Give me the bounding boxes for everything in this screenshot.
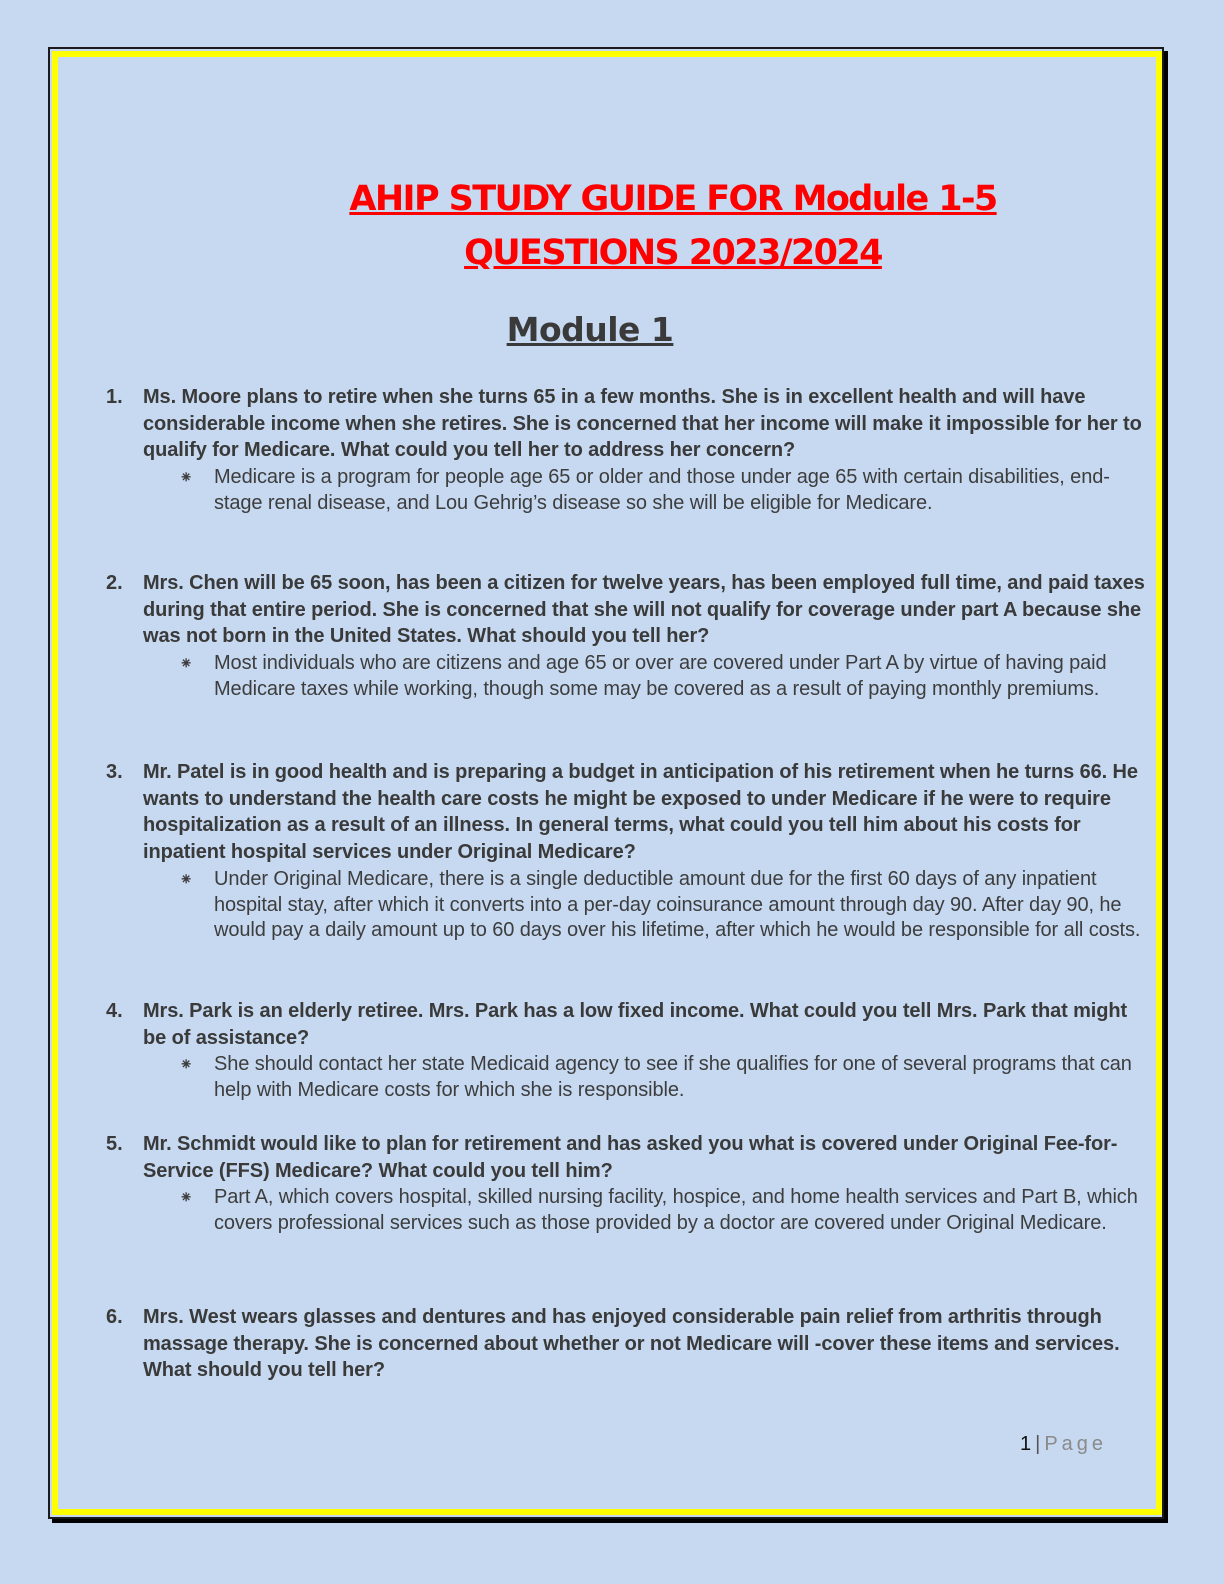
asterisk-bullet-icon: ⁕ <box>179 1055 194 1075</box>
question-item <box>106 1131 1146 1237</box>
answer-item <box>179 651 1146 703</box>
asterisk-bullet-icon: ⁕ <box>179 654 194 674</box>
page-label: Page <box>1044 1433 1108 1455</box>
question-item <box>106 570 1146 703</box>
page-number: 1 <box>1020 1433 1032 1455</box>
question-number: 2. <box>106 572 123 594</box>
answer-item <box>179 465 1146 517</box>
page-header-mark <box>590 0 634 1</box>
answer-text: Part A, which covers hospital, skilled nursing facility, hospice, and home health services and Part B, which covers professional services such as those provided by a doctor are covered under Original Medicare. <box>214 1186 1138 1235</box>
question-text: Mrs. Chen will be 65 soon, has been a citizen for twelve years, has been employed full time, and paid taxes during that entire period. She is concerned that she will not qualify for coverage under part A because she was not born in the United States. What should you tell her? <box>143 572 1145 648</box>
question-number: 5. <box>106 1133 123 1155</box>
title-line-2: QUESTIONS 2023/2024 <box>464 233 882 273</box>
asterisk-bullet-icon: ⁕ <box>179 468 194 488</box>
footer-separator: | <box>1035 1433 1041 1455</box>
answer-item <box>179 867 1146 944</box>
question-text: Mr. Patel is in good health and is preparing a budget in anticipation of his retirement when he turns 66. He wants to understand the health care costs he might be exposed to under Medicare if he were to require hospitalization as a result of an illness. In general terms, what could you tell him about his costs for inpatient hospital services under Original Medicare? <box>143 761 1138 864</box>
answer-text: Medicare is a program for people age 65 or older and those under age 65 with certain disabilities, end-stage renal disease, and Lou Gehrig’s disease so she will be eligible for Medicare. <box>214 466 1110 514</box>
title-line-1: AHIP STUDY GUIDE FOR Module 1-5 <box>349 179 997 219</box>
question-item <box>106 1304 1146 1384</box>
document-title <box>260 172 1086 280</box>
question-item <box>106 998 1146 1104</box>
answer-text: Most individuals who are citizens and age 65 or over are covered under Part A by virtue of having paid Medicare taxes while working, though some may be covered as a result of paying monthly premiums. <box>214 652 1107 700</box>
asterisk-bullet-icon: ⁕ <box>179 1188 194 1208</box>
answer-item <box>179 1052 1146 1104</box>
question-text: Ms. Moore plans to retire when she turns 65 in a few months. She is in excellent health and will have considerable income when she retires. She is concerned that her income will make it impossible for her to qualify for Medicare. What could you tell her to address her concern? <box>143 386 1142 462</box>
question-number: 1. <box>106 386 123 408</box>
question-number: 3. <box>106 761 123 783</box>
asterisk-bullet-icon: ⁕ <box>179 869 194 889</box>
section-heading: Module 1 <box>506 310 674 349</box>
answer-item <box>179 1185 1146 1237</box>
question-number: 4. <box>106 1000 123 1022</box>
answer-text: Under Original Medicare, there is a single deductible amount due for the first 60 days of any inpatient hospital stay, after which it converts into a per-day coinsurance amount through day 90. After day 90, he would pay a daily amount up to 60 days over his lifetime, after which he would be responsible for all costs. <box>214 867 1141 942</box>
question-text: Mrs. Park is an elderly retiree. Mrs. Park has a low fixed income. What could you tell Mrs. Park that might be of assistance? <box>143 1000 1128 1049</box>
question-item <box>106 384 1146 517</box>
question-text: Mrs. West wears glasses and dentures and has enjoyed considerable pain relief from arthritis through massage therapy. She is concerned about whether or not Medicare will -cover these items and services. What should you tell her? <box>143 1306 1120 1382</box>
question-text: Mr. Schmidt would like to plan for retirement and has asked you what is covered under Original Fee-for-Service (FFS) Medicare? What could you tell him? <box>143 1133 1118 1182</box>
answer-text: She should contact her state Medicaid agency to see if she qualifies for one of several programs that can help with Medicare costs for which she is responsible. <box>214 1053 1132 1102</box>
page-footer <box>1020 1433 1107 1456</box>
question-number: 6. <box>106 1306 123 1328</box>
question-item <box>106 759 1146 944</box>
